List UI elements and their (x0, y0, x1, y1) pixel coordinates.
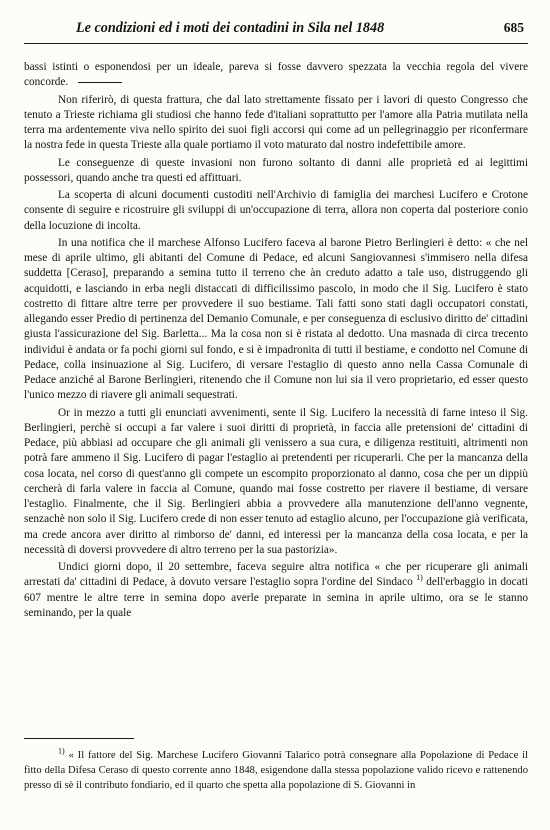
paragraph: Le conseguenze di queste invasioni non furono soltanto di danni alle proprietà ed ai legittimi possessori, quando anche tra questi ed affittuari. (24, 156, 528, 184)
footnote-reference: 1) (416, 573, 423, 583)
body-text (24, 60, 528, 623)
paragraph: Or in mezzo a tutti gli enunciati avvenimenti, sente il Sig. Lucifero la necessità di farne inteso il Sig. Berlingieri, perchè si occupi a far valere i suoi diritti di proprietà, in faccia alle pretensioni de' cittadini di Pedace, più abbiasi ad occupare che gli animali gli venissero a sua cura, e diligenza restituiti, altrimenti non potrà fare ammeno il Sig. Lucifero di pagar l'estaglio ai pretendenti per ricuperarli. Che per la mancanza della cosa locata, nel corso di quest'anno gli compete un escompito proporzionato al danno, cosa che per un dippiù cercherà di farla valere in faccia al Comune, quando mai fosse costretto per riavere il bestiame, di versare l'estaglio. Finalmente, che il Sig. Berlingieri abbia a provvedere alla manutenzione dell'anno vegnente, senzachè non solo il Sig. Lucifero crede di non esser tenuto ad estaglio alcuno, per l'occupazione già verificata, ma crede ancora aver diritto al rimborso de' danni, ed interessi per la mancanza della cosa locata, e per la necessità di doversi provvedere di altro terreno per la sua pastorizia». (24, 406, 528, 556)
footnote-marker: 1) (58, 746, 65, 756)
paragraph-text: dell'erbaggio in docati 607 mentre le altre terre in semina dopo averle preparate in semina in aprile ultimo, ora se le stanno seminando, per la quale (24, 576, 528, 619)
footnote-rule (24, 738, 134, 739)
footnote-text: « Il fattore del Sig. Marchese Lucifero Giovanni Talarico potrà consegnare alla Popolazione di Pedace il fitto della Difesa Ceraso di questo corrente anno 1848, esigendone dalla stessa popolazione valido ricevo e rattenendo presso di sè il contributo fondiario, ed il quarto che spetta alla popolazione di S. Giovanni in (24, 750, 529, 791)
paragraph-text: Undici giorni dopo, il 20 settembre, faceva seguire altra notifica « che per ricuperare gli animali arrestati da' cittadini di Pedace, à dovuto versare l'estaglio sopra l'ordine del Sindaco (24, 561, 528, 589)
paragraph: La scoperta di alcuni documenti custoditi nell'Archivio di famiglia dei marchesi Lucifero e Crotone consente di seguire e ricostruire gli sviluppi di un'occupazione di terra, allora non coperta dal posteriore conio della locuzione di incolta. (24, 189, 528, 232)
section-rule (78, 82, 122, 83)
running-header (76, 20, 524, 37)
footnote (24, 748, 528, 793)
paragraph (24, 60, 528, 91)
paragraph-text: bassi istinti o esponendosi per un ideale, pareva si fosse davvero spezzata la vecchia regola del vivere concorde. (24, 61, 528, 89)
paragraph: Non riferirò, di questa frattura, che dal lato strettamente fissato per i lavori di questo Congresso che tenuto a Trieste richiama gli studiosi che hanno fede d'italiani soprattutto per l'amore alla Patria mutilata nella terra ma ardentemente viva nello spirito dei suoi figli accorsi qui come ad un pellegrinaggio per riconfermare la nostra fede in questa Trieste alla quale portiamo il voto maturato dal nostro indefettibile amore. (24, 93, 528, 152)
paragraph (24, 560, 528, 621)
running-title: Le condizioni ed i moti dei contadini in Sila nel 1848 (76, 20, 385, 36)
header-rule (24, 43, 528, 44)
page-number: 685 (503, 20, 524, 35)
footnote-paragraph (24, 748, 528, 793)
paragraph: In una notifica che il marchese Alfonso Lucifero faceva al barone Pietro Berlingieri è detto: « che nel mese di aprile ultimo, gli abitanti del Comune di Pedace, ed alcuni Sangiovannesi s'immisero nella difesa suddetta [Ceraso], preparando a semina tutto il terreno che àn creduto adatto a tale uso, distruggendo gli acquidotti, e lasciando in erba negli distaccati di difficilissimo pascolo, in modo che il Sig. Lucifero è stato costretto di fittare altre terre per provvedere il suo bestiame. Tali fatti sono stati dagli occupatori constati, allegando esser Predio di pertinenza del Demanio Comunale, e per conseguenza di esclusivo diritto de' cittadini giusta l'assicurazione del Sig. Barletta... Ma la cosa non si è ristata al dedotto. Una masnada di circa trecento individui è andata or fa pochi giorni sul fondo, e si è impadronita di tutti il bestiame, e condotto nel Comune di Pedace, colla insinuazione al Sig. Lucifero, di versare l'estaglio di questo anno nella Cassa Comunale di Pedace anziché al Barone Berlingieri, ritenendo che il Comune non lui sia il vero proprietario, ed esser questo l'unico mezzo di riavere gli animali sequestrati. (24, 236, 528, 402)
